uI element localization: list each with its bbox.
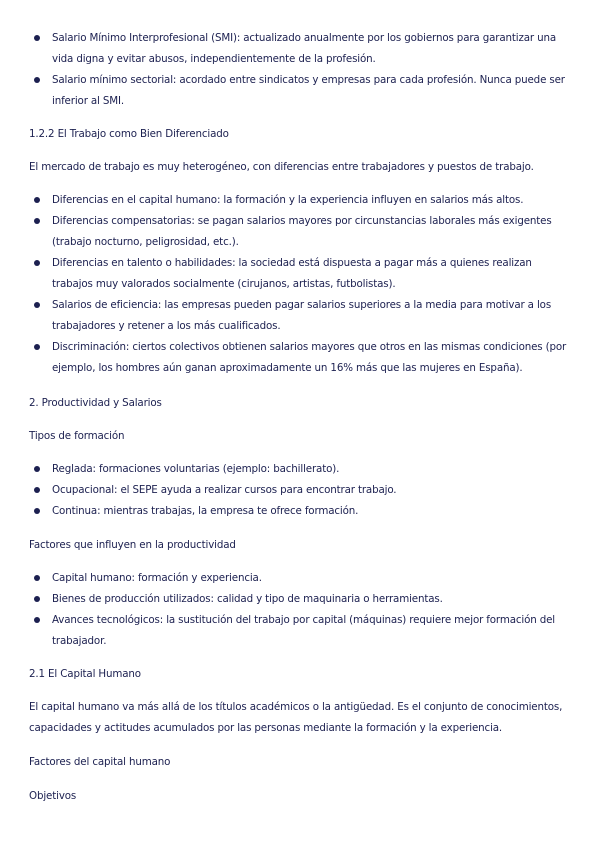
bullet-icon — [34, 596, 40, 602]
heading-tipos-formacion: Tipos de formación — [29, 430, 125, 442]
heading-objetivos: Objetivos — [29, 790, 77, 802]
section-heading-1-2-2: 1.2.2 El Trabajo como Bien Diferenciado — [29, 128, 229, 140]
list-item: Diferencias compensatorias: se pagan salarios mayores por circunstancias laborales más exigentes (trabajo nocturno, peligrosidad, etc.). — [29, 211, 574, 253]
bullet-icon — [34, 35, 40, 41]
bullet-icon — [34, 344, 40, 350]
bullet-icon — [34, 487, 40, 493]
smi-list — [29, 28, 574, 112]
list-item: Ocupacional: el SEPE ayuda a realizar cursos para encontrar trabajo. — [29, 480, 574, 501]
bullet-icon — [34, 508, 40, 514]
list-item: Reglada: formaciones voluntarias (ejemplo: bachillerato). — [29, 459, 574, 480]
section-heading-2-1: 2.1 El Capital Humano — [29, 668, 141, 680]
tipos-list — [29, 459, 574, 522]
bullet-icon — [34, 575, 40, 581]
list-item: Bienes de producción utilizados: calidad y tipo de maquinaria o herramientas. — [29, 589, 574, 610]
paragraph-mercado: El mercado de trabajo es muy heterogéneo, con diferencias entre trabajadores y puestos de trabajo. — [29, 161, 534, 173]
paragraph-capital-humano: El capital humano va más allá de los títulos académicos o la antigüedad. Es el conjunto de conocimientos, capacidades y actitudes acumulados por las personas mediante la formación y la experiencia. — [29, 701, 563, 734]
bullet-icon — [34, 466, 40, 472]
heading-factores-capital-humano: Factores del capital humano — [29, 756, 171, 768]
list-item: Discriminación: ciertos colectivos obtienen salarios mayores que otros en las mismas condiciones (por ejemplo, los hombres aún ganan aproximadamente un 16% más que las mujeres en España). — [29, 337, 574, 379]
factores-list — [29, 568, 574, 652]
list-item: Diferencias en talento o habilidades: la sociedad está dispuesta a pagar más a quienes realizan trabajos muy valorados socialmente (cirujanos, artistas, futbolistas). — [29, 253, 574, 295]
list-item: Continua: mientras trabajas, la empresa te ofrece formación. — [29, 501, 574, 522]
section-heading-2: 2. Productividad y Salarios — [29, 397, 162, 409]
bullet-icon — [34, 260, 40, 266]
heading-factores-productividad: Factores que influyen en la productividad — [29, 539, 236, 551]
bullet-icon — [34, 197, 40, 203]
bullet-icon — [34, 77, 40, 83]
list-item: Capital humano: formación y experiencia. — [29, 568, 574, 589]
list-item: Salarios de eficiencia: las empresas pueden pagar salarios superiores a la media para motivar a los trabajadores y retener a los más cualificados. — [29, 295, 574, 337]
bullet-icon — [34, 617, 40, 623]
diferencias-list — [29, 190, 574, 379]
list-item: Salario mínimo sectorial: acordado entre sindicatos y empresas para cada profesión. Nunca puede ser inferior al SMI. — [29, 70, 574, 112]
bullet-icon — [34, 302, 40, 308]
list-item: Salario Mínimo Interprofesional (SMI): actualizado anualmente por los gobiernos para garantizar una vida digna y evitar abusos, independientemente de la profesión. — [29, 28, 574, 70]
list-item: Avances tecnológicos: la sustitución del trabajo por capital (máquinas) requiere mejor formación del trabajador. — [29, 610, 574, 652]
bullet-icon — [34, 218, 40, 224]
list-item: Diferencias en el capital humano: la formación y la experiencia influyen en salarios más altos. — [29, 190, 574, 211]
